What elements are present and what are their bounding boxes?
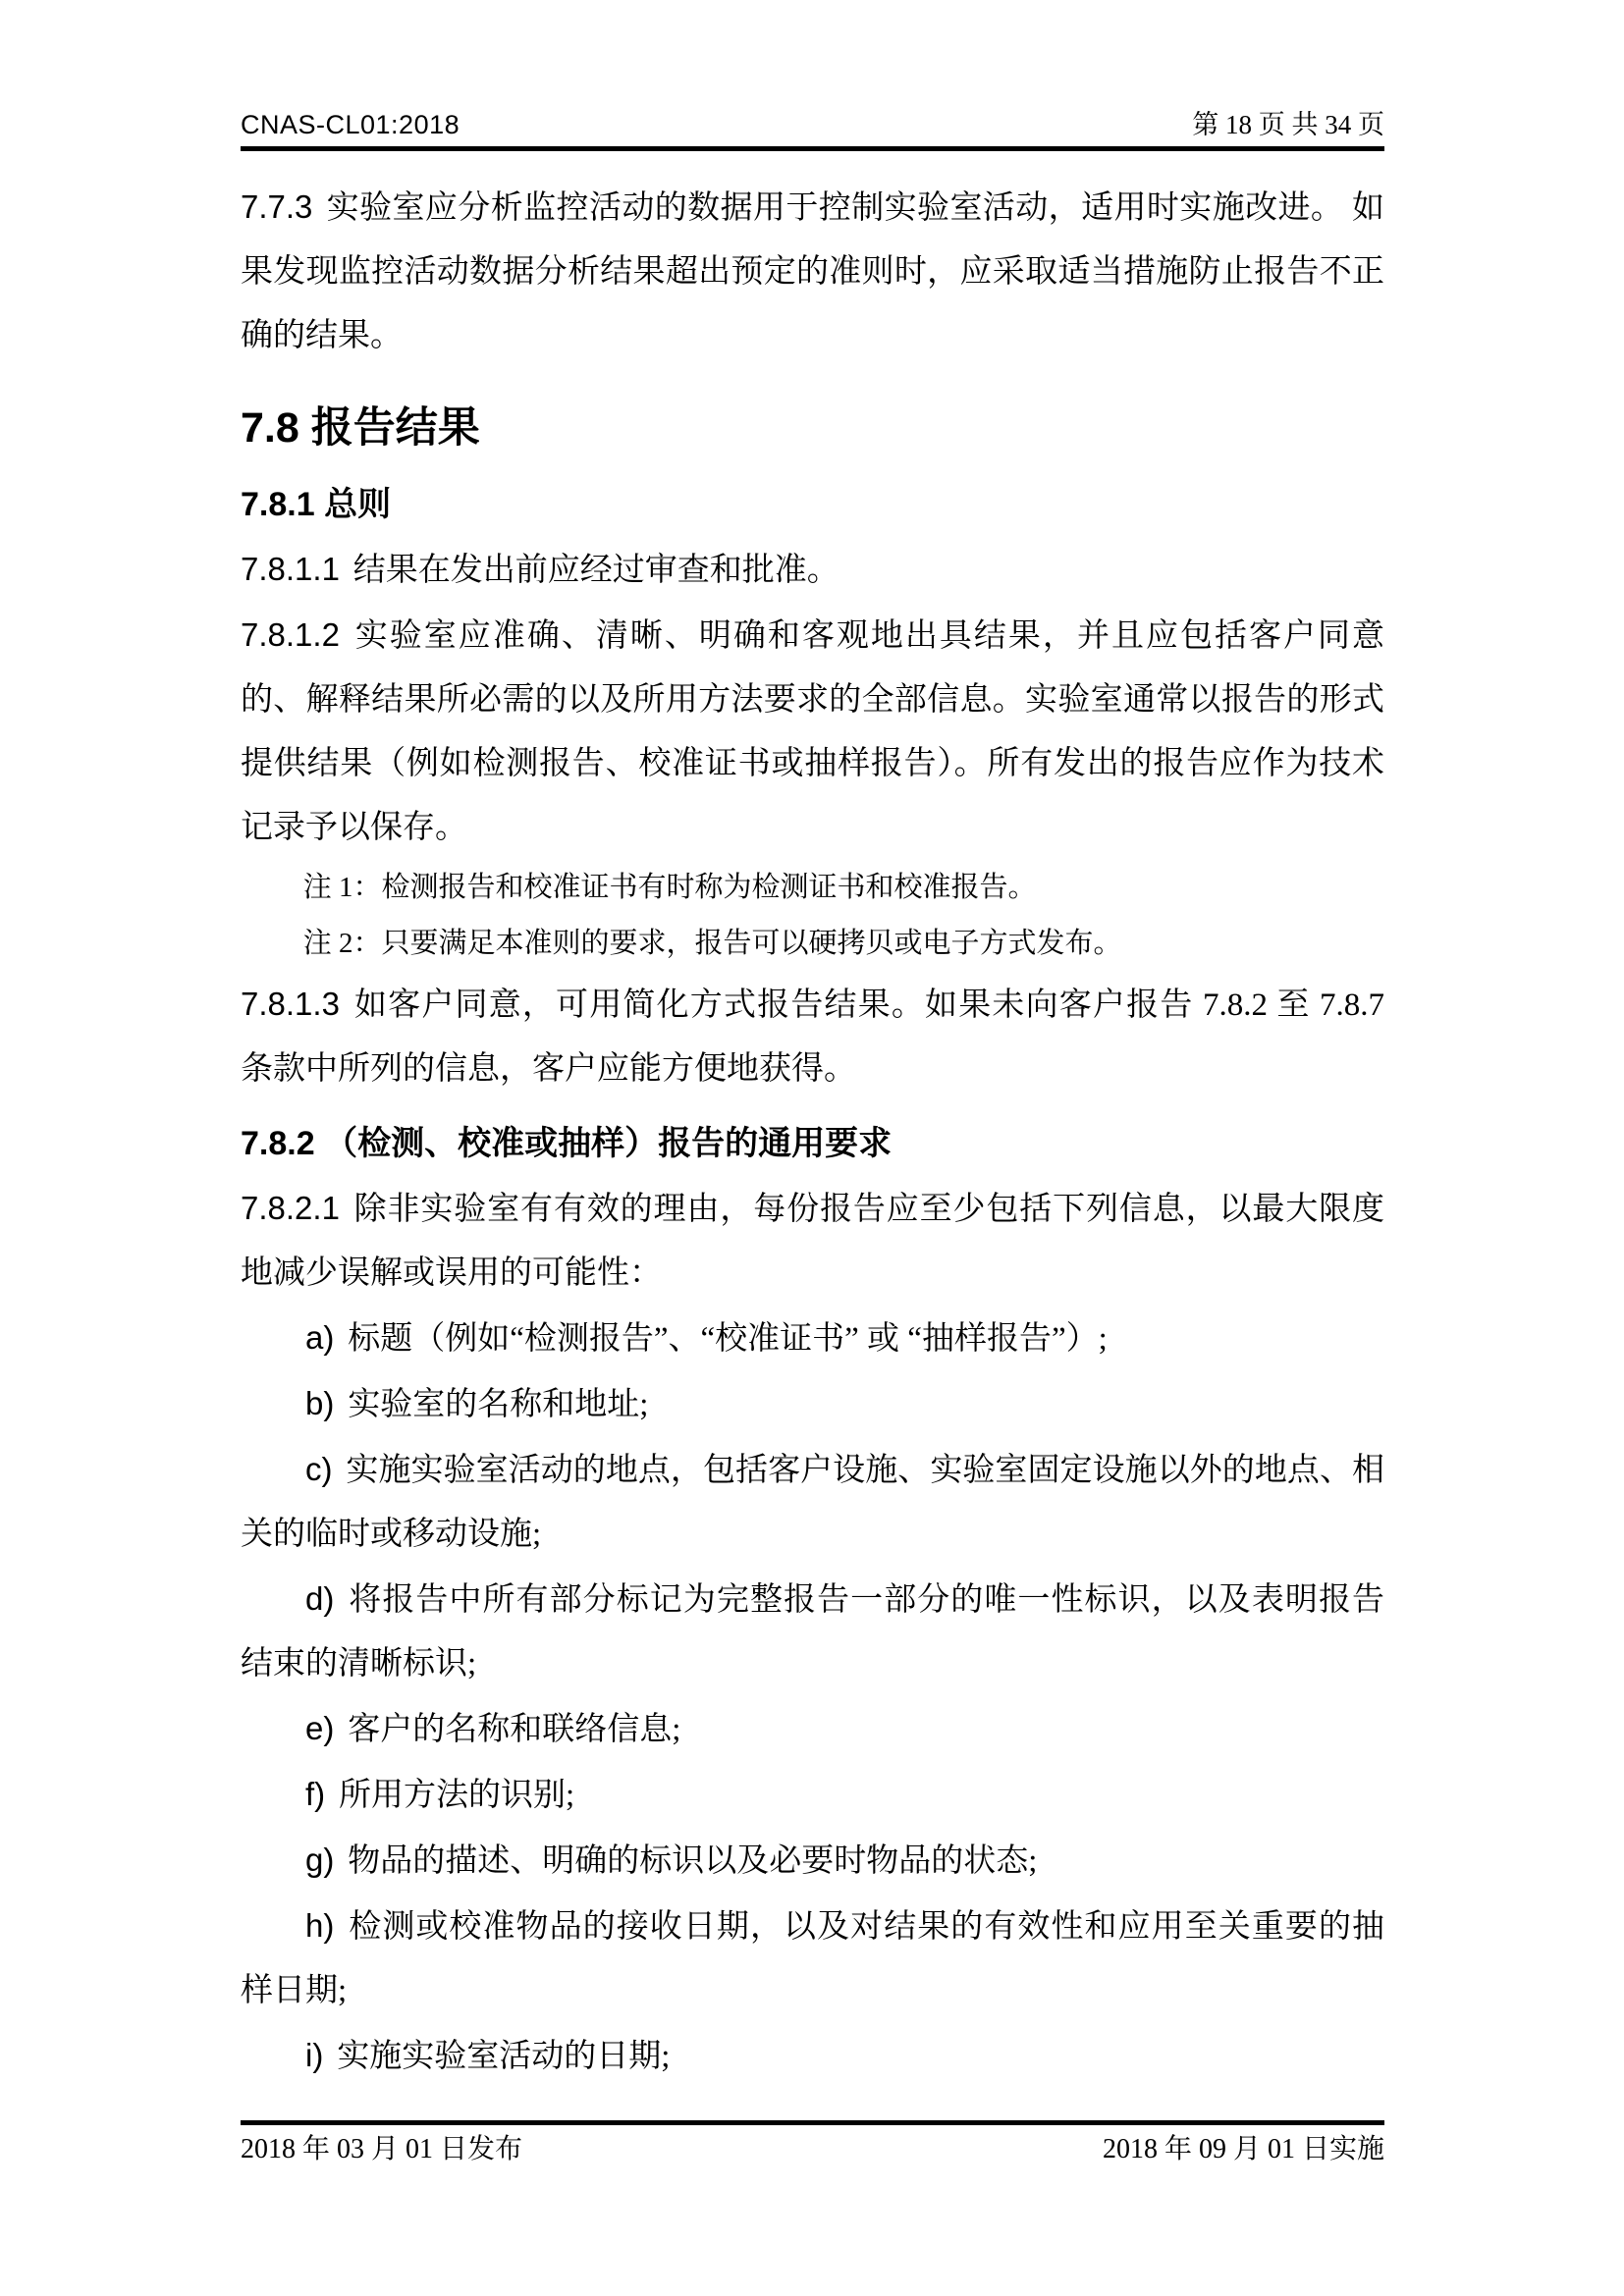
clause-number: 7.8.1.2 [241, 616, 340, 653]
item-text: 所用方法的识别; [339, 1778, 575, 1813]
item-text: 将报告中所有部分标记为完整报告一部分的唯一性标识，以及表明报告结束的清晰标识; [241, 1582, 1384, 1682]
item-text: 检测或校准物品的接收日期，以及对结果的有效性和应用至关重要的抽样日期; [241, 1909, 1384, 2008]
clause-number: 7.8.1.1 [241, 551, 340, 587]
item-letter: c) [305, 1451, 333, 1487]
clause-7-8-1-3 [241, 972, 1384, 1101]
list-item-h [241, 1894, 1384, 2023]
clause-number: 7.7.3 [241, 188, 313, 225]
clause-text: 实验室应准确、清晰、明确和客观地出具结果，并且应包括客户同意的、解释结果所必需的以及所用方法要求的全部信息。实验室通常以报告的形式提供结果（例如检测报告、校准证书或抽样报告）。所有发出的报告应作为技术记录予以保存。 [241, 618, 1384, 845]
item-letter: g) [305, 1842, 335, 1878]
page-footer [241, 2120, 1384, 2165]
section-heading-7-8-2: 7.8.2 （检测、校准或抽样）报告的通用要求 [241, 1125, 893, 1162]
list-item-b [241, 1371, 1384, 1437]
list-item-d [241, 1567, 1384, 1696]
document-body [241, 175, 1384, 2089]
list-item-c [241, 1437, 1384, 1567]
item-letter: b) [305, 1385, 335, 1421]
clause-7-8-1-1 [241, 537, 1384, 603]
item-letter: a) [305, 1319, 335, 1356]
clause-text: 如客户同意，可用简化方式报告结果。如果未向客户报告 7.8.2 至 7.8.7 条款中所列的信息，客户应能方便地获得。 [241, 988, 1384, 1087]
clause-text: 除非实验室有有效的理由，每份报告应至少包括下列信息，以最大限度地减少误解或误用的可能性： [241, 1192, 1384, 1291]
clause-text: 结果在发出前应经过审查和批准。 [352, 553, 839, 588]
page-header [241, 110, 1384, 151]
list-item-f [241, 1762, 1384, 1828]
item-text: 客户的名称和联络信息; [348, 1712, 681, 1747]
header-doc-id: CNAS-CL01:2018 [241, 110, 460, 139]
section-heading-7-8: 7.8 报告结果 [241, 404, 480, 452]
item-letter: d) [305, 1580, 335, 1617]
clause-7-7-3 [241, 175, 1384, 368]
item-text: 实施实验室活动的地点，包括客户设施、实验室固定设施以外的地点、相关的临时或移动设施; [241, 1453, 1384, 1552]
footer-issue-date: 2018 年 03 月 01 日发布 [241, 2134, 523, 2164]
clause-number: 7.8.2.1 [241, 1190, 340, 1226]
item-text: 实验室的名称和地址; [348, 1387, 649, 1422]
item-text: 实施实验室活动的日期; [337, 2039, 671, 2074]
section-heading-7-8-1: 7.8.1 总则 [241, 486, 392, 523]
note-2: 注 2：只要满足本准则的要求，报告可以硬拷贝或电子方式发布。 [302, 928, 1122, 959]
item-text: 标题（例如“检测报告”、“校准证书” 或 “抽样报告”）; [348, 1321, 1108, 1357]
footer-implementation-date: 2018 年 09 月 01 日实施 [1102, 2134, 1384, 2164]
list-item-g [241, 1828, 1384, 1894]
item-letter: i) [305, 2037, 324, 2073]
note-1: 注 1：检测报告和校准证书有时称为检测证书和校准报告。 [302, 872, 1037, 903]
item-letter: e) [305, 1710, 335, 1746]
list-item-i [241, 2023, 1384, 2089]
clause-7-8-1-2 [241, 603, 1384, 860]
list-item-e [241, 1696, 1384, 1762]
item-letter: h) [305, 1907, 335, 1944]
item-letter: f) [305, 1776, 326, 1812]
clause-number: 7.8.1.3 [241, 986, 340, 1022]
item-text: 物品的描述、明确的标识以及必要时物品的状态; [348, 1843, 1038, 1879]
clause-7-8-2-1 [241, 1176, 1384, 1306]
header-page-number: 第 18 页 共 34 页 [1192, 110, 1384, 139]
list-item-a [241, 1306, 1384, 1371]
clause-text: 实验室应分析监控活动的数据用于控制实验室活动，适用时实施改进。 如果发现监控活动数据分析结果超出预定的准则时，应采取适当措施防止报告不正确的结果。 [241, 190, 1384, 353]
